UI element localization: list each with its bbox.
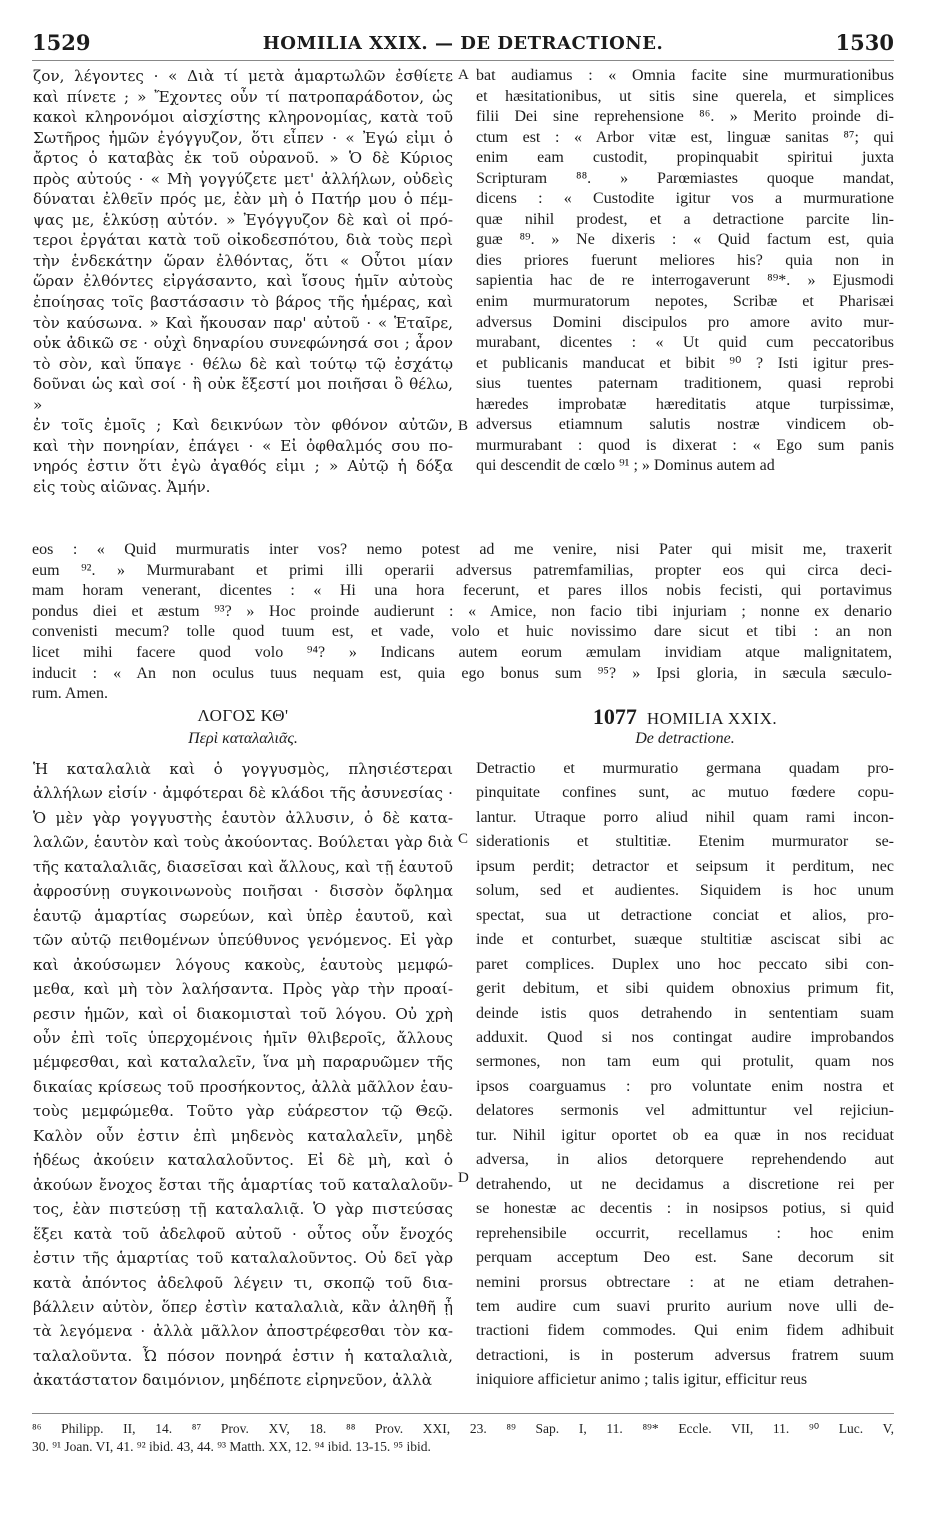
text-line: Σωτῆρος ἡμῶν ἐγόγγυζον, ὅτι εἶπεν · « Ἐγώ εἰμι ὁ <box>33 128 453 147</box>
text-line: ἑαυτῷ ἁμαρτίας σωρεύων, καὶ ὑπὲρ ἑαυτοῦ, καὶ <box>33 906 453 925</box>
greek-homily-title <box>33 706 453 726</box>
text-line: μεθα, καὶ μὴ τὸν λαλήσαντα. Πρὸς γὰρ τὴν προαί- <box>33 980 453 999</box>
text-line: eos : « Quid murmuratis inter vos? nemo potest ad me venire, nisi Pater qui misit me, traxerit <box>32 541 892 558</box>
text-line: murmurabant : quod is dixerat : « Ego sum panis <box>476 436 894 454</box>
text-line: iniquiore afficietur animo ; talis igitur, efficitur reus <box>476 1371 808 1389</box>
text-line: ctum est : « Arbor vitæ est, linguæ sanitas ⁸⁷; qui <box>476 128 894 146</box>
text-line: tem audire cum suavi prurito aurium nove ulli de- <box>476 1297 894 1315</box>
text-line: delatores sermonis vel admittuntur vel rejiciun- <box>476 1102 894 1120</box>
text-line: ipsum perdit; detractor et seipsum it perditum, nec <box>476 857 894 875</box>
text-line: δύναται ἐλθεῖν πρός με, ἐὰν μὴ ὁ Πατήρ μου ὁ πέμ- <box>33 190 453 209</box>
text-line: detrahendo, ut ne decidamus a discretione rei per <box>476 1175 894 1193</box>
text-line: adversus Domini discipulos pro amore avito mur- <box>476 313 894 331</box>
text-line: Ἡ καταλαλιὰ καὶ ὁ γογγυσμὸς, πλησιέστεραι <box>33 760 453 778</box>
text-line: τος, ἐὰν πιστεύσῃ τῇ καταλαλιᾷ. Ὁ γὰρ πιστεύσας <box>33 1200 453 1219</box>
text-line: et hæsitationibus, ut sitis sine querela, et simplices <box>476 87 894 105</box>
text-line: murabant, dicentes : « Ut quid cum peccatoribus <box>476 334 894 352</box>
text-line: dies priores fuerunt meliores his? quia non in <box>476 251 894 269</box>
text-line: qui descendit de cœlo ⁹¹ ; » Dominus autem ad <box>476 457 775 475</box>
text-line: καὶ τὴν πονηρίαν, ἐπάγει · « Εἰ ὀφθαλμός σου πο- <box>33 436 453 455</box>
text-line: rum. Amen. <box>32 685 108 703</box>
text-line: ψας με, ἑλκύσῃ αὐτόν. » Ἐγόγγυζον δὲ καὶ οἱ πρό- <box>33 210 453 229</box>
text-line: καὶ ἀκούσωμεν λόγους κακοὺς, ἑαυτοὺς μεμφώ- <box>33 955 453 974</box>
text-line: inde et conturbet, suæque stultitiæ asciscat sibi ac <box>476 931 894 949</box>
text-line: ἕξει κατὰ τοῦ ἀδελφοῦ αὐτοῦ · οὗτος οὖν ἔνοχός <box>33 1224 453 1243</box>
text-line: quæ nihil prodest, et a detractione parcite lin- <box>476 210 894 228</box>
text-line: τοὺς μεμφώμεθα. Τοῦτο γὰρ εὐάρεστον τῷ Θεῷ. <box>33 1102 453 1121</box>
text-line: pondus diei et æstum ⁹³? » Hoc proinde audierunt : « Amice, non facio tibi injuriam ; nonne ex denario <box>32 602 892 620</box>
text-line: λαλῶν, ἑαυτὸν καὶ τοὺς ἀκούοντας. Βούλεται γὰρ διὰ <box>33 833 453 852</box>
text-line: τὸ σὸν, καὶ ὕπαγε · θέλω δὲ καὶ τούτῳ τῷ ἐσχάτῳ <box>33 354 453 373</box>
running-head <box>32 28 894 61</box>
text-line: se honestæ ac decentis : in nosipsos potius, si quid <box>476 1200 894 1218</box>
text-line: ἀκούων ἔνοχος ἔσται τῆς ἁμαρτίας τοῦ καταλαλοῦν- <box>33 1175 453 1194</box>
text-line: ἀκατάστατον δαιμόνιον, μηδέποτε εἰρηνεῦον, ἀλλὰ <box>33 1371 433 1390</box>
text-line: adduxit. Quod si nos contingat audire improbandos <box>476 1028 894 1046</box>
text-line: τῆς καταλαλιᾶς, διασεῖσαι καὶ ἄλλους, καὶ τῇ ἑαυτοῦ <box>33 857 453 876</box>
text-line: ταλαλοῦντα. Ὦ πόσον πονηρά ἐστιν ἡ καταλαλιὰ, <box>33 1346 453 1365</box>
text-line: ἐστιν τῆς ἁμαρτίας τοῦ καταλαλοῦντος. Οὐ δεῖ γὰρ <box>33 1249 453 1268</box>
text-line: adversus etiamnum salutis nostræ vindicem ob- <box>476 416 894 434</box>
top-latin-column <box>476 66 894 477</box>
text-line: ἀφροσύνῃ συγκοινωνοὺς ποιῆσαι · δισσὸν ὄφλημα <box>33 882 453 901</box>
text-line: mam horam venerant, dicentes : « Hi una hora fecerunt, et pares illos nobis fecisti, qui portavimus <box>32 582 892 600</box>
text-line: δοῦναι ὡς καὶ σοί · ἢ οὐκ ἔξεστί μοι ποιῆσαι ὃ θέλω, » <box>33 375 453 414</box>
text-line: μέμφεσθαι, καὶ καταλαλεῖν, ἵνα μὴ παραρυῶμεν τῆς <box>33 1053 453 1072</box>
text-line: τὴν ἑνδεκάτην ὥραν ἐλθόντας, ὅτι « Οὗτοι μίαν <box>33 251 453 270</box>
text-line: δικαίας κρίσεως τοῦ προσήκοντος, ἀλλὰ μᾶλλον ἑαυ- <box>33 1077 453 1096</box>
text-line: κατὰ ἀπόντος ἀδελφοῦ λέγειν τι, σκοπῷ τοῦ δια- <box>33 1273 453 1292</box>
text-line: reprehensibile occurrit, recellamus : hoc enim <box>476 1224 894 1242</box>
text-line: spectat, sua ut detractione conciat et alios, pro- <box>476 906 894 924</box>
text-line: deinde istis quos detrahendo in sententiam suam <box>476 1004 894 1022</box>
text-line: pinquitate confines sunt, ac mutuo fœdere copu- <box>476 784 894 802</box>
text-line: τὸν καύσωνα. » Καὶ ἤκουσαν παρ' αὐτοῦ · « Ἑταῖρε, <box>33 313 453 332</box>
text-line: ἐν τοῖς ἐμοῖς ; Καὶ δεικνύων τὸν φθόνον αὐτῶν, <box>33 416 453 435</box>
footnote-line: ⁸⁶ Philipp. II, 14. ⁸⁷ Prov. XV, 18. ⁸⁸ Prov. XXI, 23. ⁸⁹ Sap. I, 11. ⁸⁹* Eccle. VII, 11. ⁹⁰ Luc. V, <box>32 1421 894 1436</box>
text-line: convenisti mecum? tolle quod tuum est, et vade, volo et huic novissimo dare sicut et tibi : an non <box>32 623 892 641</box>
text-line: τὰ λεγόμενα · ἀλλὰ μᾶλλον ἀποστρέφεσθαι τὸν κα- <box>33 1322 453 1341</box>
text-line: βάλλειν αὐτὸν, ὅπερ ἐστὶν καταλαλιὰ, κἂν ἀληθῆ ᾖ <box>33 1297 453 1316</box>
text-line: dicens : « Custodite igitur vos a murmuratione <box>476 190 894 208</box>
bottom-latin-column <box>476 757 894 1393</box>
text-line: νηρός ἐστιν ὅτι ἐγὼ ἀγαθός εἰμι ; » Αὐτῷ ἡ δόξα <box>33 457 453 476</box>
text-line: et publicanis manducat et bibit ⁹⁰ ? Isti igitur pres- <box>476 354 894 372</box>
text-line: sermones, non tam eum qui protulit, quam nos <box>476 1053 894 1071</box>
text-line: hæredes improbatæ hæreditatis atque turpissimæ, <box>476 395 894 413</box>
margin-marker-d: D <box>458 1170 469 1186</box>
text-line: οὖν ἐπὶ τοῖς ὑπερχομένοις ἡμῖν θλιβεροῖς, ἄλλους <box>33 1028 453 1047</box>
text-line: sapientia hac de re interrogaverunt ⁸⁹*. » Ejusmodi <box>476 272 894 290</box>
footnote-line: 30. ⁹¹ Joan. VI, 41. ⁹² ibid. 43, 44. ⁹³ Matth. XX, 12. ⁹⁴ ibid. 13-15. ⁹⁵ ibid. <box>32 1439 431 1454</box>
greek-homily-subtitle: Περὶ καταλαλιᾶς. <box>188 730 298 747</box>
text-line: ρεσιν ἡμῶν, καὶ οἱ διακομισταὶ τοῦ λόγου. Οὐ χρὴ <box>33 1004 453 1023</box>
text-line: τεροι ἐργάται κατὰ τοῦ οἰκοδεσπότου, διὰ τοὺς περὶ <box>33 231 453 250</box>
page-number-left: 1529 <box>32 30 91 55</box>
text-line: καὶ πίνετε ; » Ἔχοντες οὖν τί πατροπαράδοτον, ὡς <box>33 87 453 106</box>
text-line: Ὁ μὲν γὰρ γογγυστὴς ἑαυτὸν ἀλλυσιν, ὁ δὲ κατα- <box>33 808 453 827</box>
footnotes <box>32 1413 894 1456</box>
column-number: 1077 <box>592 704 637 729</box>
text-line: enim eam custodit, propinquabit spiritui juxta <box>476 149 894 167</box>
running-title: HOMILIA XXIX. — DE DETRACTIONE. <box>262 33 664 54</box>
text-line: solum, sed et audientes. Siquidem is hoc unum <box>476 882 894 900</box>
text-line: sius tuentes paternam traditionem, quasi reprobi <box>476 375 894 393</box>
text-line: licet mihi facere quod volo ⁹⁴? » Indicans autem eorum æmulam invidiam atque malignitatem, <box>32 643 892 661</box>
text-line: gerit debitum, et sibi quidem obnoxius primum fit, <box>476 980 894 998</box>
text-line: guæ ⁸⁹. » Ne dixeris : « Quid factum est, quia <box>476 231 894 249</box>
text-line: Scripturam ⁸⁸. » Parœmiastes quoque mandat, <box>476 169 894 187</box>
page-number-right: 1530 <box>835 30 894 55</box>
text-line: τῶν αὐτῷ πειθομένων ὑπεύθυνος γενόμενος. Εἰ γὰρ <box>33 931 453 950</box>
text-line: paret complices. Duplex uno hoc peccato sibi con- <box>476 955 894 973</box>
text-line: bat audiamus : « Omnia facite sine murmurationibus <box>476 67 894 84</box>
text-line: ζον, λέγοντες · « Διὰ τί μετὰ ἁμαρτωλῶν ἐσθίετε <box>33 67 453 85</box>
text-line: πρὸς αὐτούς · « Μὴ γογγύζετε μετ' ἀλλήλων, οὐδεὶς <box>33 169 453 188</box>
full-width-latin <box>32 540 892 705</box>
text-line: οὐκ ἀδικῶ σε · οὐχὶ δηναρίου συνεφώνησά σοι ; ἆρον <box>33 334 453 353</box>
margin-marker-c: C <box>458 831 469 847</box>
text-line: detractioni, is in posterum adversus fratrem suum <box>476 1346 894 1364</box>
text-line: eum ⁹². » Murmurabant et primi illi operarii adversus patremfamilias, propter eos qui circa deci- <box>32 561 892 579</box>
text-line: tur. Nihil igitur oportet ob ea quæ in nos reciduat <box>476 1126 894 1144</box>
text-line: perquam acceptum Deo est. Sane decorum sit <box>476 1249 894 1267</box>
text-line: siderationis et stultitiæ. Etenim murmurator se- <box>476 833 894 851</box>
text-line: ἀλλήλων εἰσίν · ἀμφότεραι δὲ κλάδοι τῆς ἀσυνεσίας · <box>33 784 453 803</box>
greek-homily-title-text: ΛΟΓΟΣ ΚΘ' <box>197 706 289 725</box>
text-line: filii Dei sine reprehensione ⁸⁶. » Merito proinde di- <box>476 108 894 126</box>
text-line: inducit : « An non oculus tuus nequam est, quia ego bonus sum ⁹⁵? » Ipsi gloria, in sæcula sæculo- <box>32 664 892 682</box>
text-line: tractioni fidem commodes. Qui enim fidem adhibuit <box>476 1322 894 1340</box>
latin-homily-subtitle: De detractione. <box>635 730 735 747</box>
text-line: κακοὶ κληρονόμοι αἰσχίστης κληρονομίας, κατὰ τοῦ <box>33 108 453 127</box>
text-line: nemini prorsus obtrectare : at ne etiam detrahen- <box>476 1273 894 1291</box>
text-line: ὥραν ἐλθόντες εἰργάσαντο, καὶ ἴσους ἡμῖν αὐτοὺς <box>33 272 453 291</box>
top-greek-column <box>33 66 453 497</box>
text-line: Καλὸν οὖν ἐστιν ἐπὶ μηδενὸς καταλαλεῖν, μηδὲ <box>33 1126 453 1145</box>
latin-homily-title <box>476 704 894 730</box>
bottom-greek-column <box>33 757 453 1393</box>
margin-marker-a: A <box>458 67 469 83</box>
text-line: εἰς τοὺς αἰῶνας. Ἀμήν. <box>33 477 211 496</box>
text-line: ipsos coarguamus : pro voluntate enim nostra et <box>476 1077 894 1095</box>
text-line: ἄρτος ὁ καταβὰς ἐκ τοῦ οὐρανοῦ. » Ὁ δὲ Κύριος <box>33 149 453 168</box>
text-line: enim murmuratorum nepotes, Scribæ et Pharisæi <box>476 293 894 311</box>
latin-homily-title-text: HOMILIA XXIX. <box>646 709 778 728</box>
text-line: lantur. Utraque porro aliud nihil quam rami incon- <box>476 808 894 826</box>
text-line: ἐποίησας τοῖς βαστάσασιν τὸ βάρος τῆς ἡμέρας, καὶ <box>33 293 453 312</box>
text-line: adversa, in alios detorquere reprehendendo aut <box>476 1151 894 1169</box>
margin-marker-b: B <box>458 418 469 434</box>
text-line: ἡδέως ἀκούειν καταλαλοῦντος. Εἰ δὲ μὴ, καὶ ὁ <box>33 1151 453 1170</box>
text-line: Detractio et murmuratio germana quadam pro- <box>476 760 894 777</box>
